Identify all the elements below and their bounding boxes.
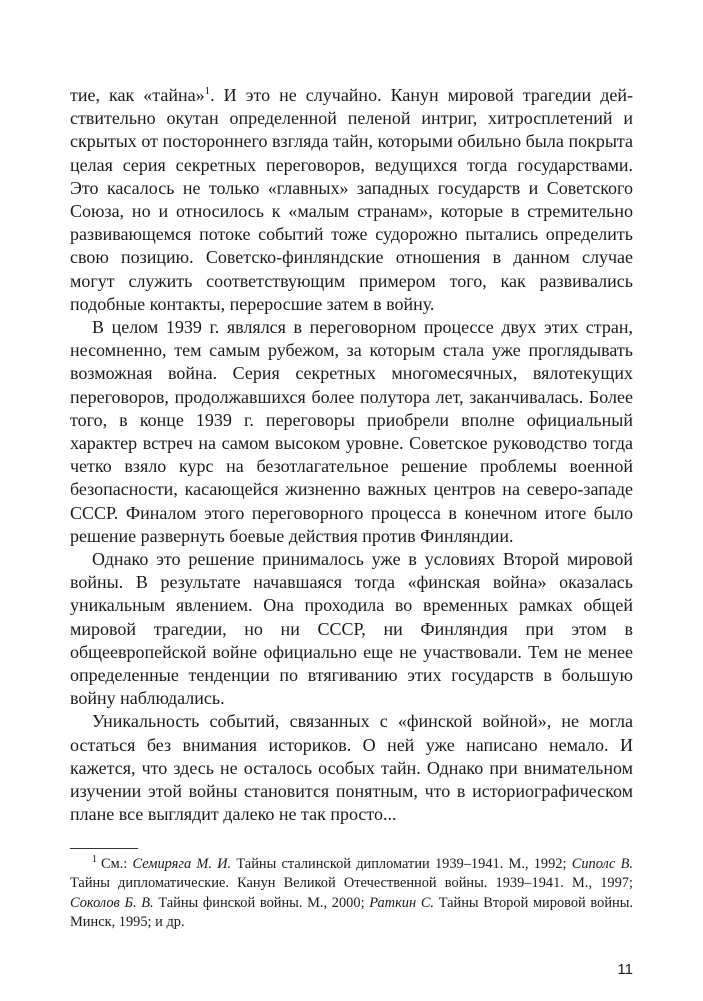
footnote-author-2: Сиполс В.: [571, 856, 634, 872]
footnote-text-1: Тайны сталинской дипломатии 1939–1941. М., 1992;: [231, 856, 572, 872]
footnote-text-4: Тайны Второй мировой войны. Минск, 1995; и др.: [70, 894, 633, 931]
main-text: [70, 84, 633, 827]
paragraph-1-rest: . И это не случайно. Канун мировой трагедии действительно окутан определенной пеленой интриг, хитросплетений и скрытых от постороннего взгляда тайн, которыми обильно была покрыта целая серия секретных переговоров, ведущихся тогда государствами. Это касалось не только «главных» западных государств и Советского Союза, но и относилось к «малым странам», которые в стремительно развивающемся потоке событий тоже судорожно пытались определить свою позицию. Советско-финляндские отношения в данном случае могут служить соответствующим примером того, как развивались подобные контакты, переросшие затем в войну.: [70, 85, 633, 314]
paragraph-3: Однако это решение принималось уже в условиях Второй мировой войны. В результате начавшаяся тогда «финская война» оказалась уникальным явлением. Она проходила во временных рамках общей мировой трагедии, но ни СССР, ни Финляндия при этом в общеевропейской войне официально еще не участвовали. Тем не менее определенные тенденции по втягиванию этих государств в большую войну наблюдались.: [70, 549, 633, 709]
footnote-prefix: См.:: [101, 856, 133, 872]
footnote-author-3: Соколов Б. В.: [70, 894, 154, 911]
footnote-text-2: Тайны дипломатические. Канун Великой Отечественной войны. 1939–1941. М., 1997;: [70, 875, 633, 892]
paragraph-4: Уникальность событий, связанных с «финской войной», не могла остаться без внимания историков. О ней уже написано немало. И кажется, что здесь не осталось особых тайн. Однако при внимательном изучении этой войны становится понятным, что в историографическом плане все выглядит далеко не так просто...: [70, 711, 633, 825]
footnote-author-4: Раткин С.: [369, 894, 435, 911]
paragraph-1: [70, 84, 633, 316]
page-number: 11: [617, 961, 633, 978]
paragraph-1-start: тие, как «тайна»: [70, 85, 205, 105]
footnote-author-1: Семиряга М. И.: [132, 856, 232, 872]
paragraph-2: В целом 1939 г. являлся в переговорном процессе двух этих стран, несомненно, тем самым рубежом, за которым стала уже проглядывать возможная война. Серия секретных многомесячных, вялотекущих переговоров, продолжавшихся более полутора лет, заканчивалась. Более того, в конце 1939 г. переговоры приобрели вполне официальный характер встреч на самом высоком уровне. Советское руководство тогда четко взяло курс на безотлагательное решение проблемы военной безопасности, касающейся жизненно важных центров на северо-западе СССР. Финалом этого переговорного процесса в конечном итоге было решение развернуть боевые действия против Финляндии.: [70, 317, 633, 546]
footnote-text-3: Тайны финской войны. М., 2000;: [153, 894, 370, 911]
footnote-reference: 1: [204, 85, 211, 97]
footnote-divider: [70, 848, 138, 849]
footnote-number: 1: [92, 854, 97, 866]
footnote: [70, 855, 633, 933]
